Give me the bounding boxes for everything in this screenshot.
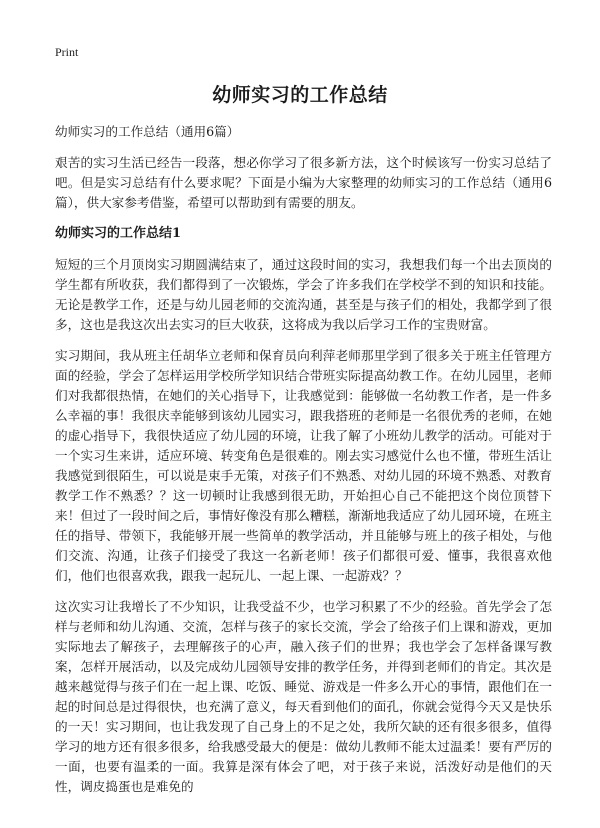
- body-paragraph-3: 这次实习让我增长了不少知识，让我受益不少，也学习积累了不少的经验。首先学会了怎样与老师和幼儿沟通、交流，怎样与孩子的家长交流，学会了给孩子们上课和游戏，更加实际地去了解孩子，去理解孩子的心声，融入孩子们的世界；我也学会了怎样备课写教案，怎样开展活动，以及完成幼儿园领导安排的教学任务，并得到老师们的肯定。其次是越来越觉得与孩子们在一起上课、吃饭、睡觉、游戏是一件多么开心的事情，跟他们在一起的时间总是过得很快，也充满了意义，每天看到他们的面孔，你就会觉得今天又是快乐的一天！实习期间，也让我发现了自己身上的不足之处，我所欠缺的还有很多很多，值得学习的地方还有很多很多，给我感受最大的便是：做幼儿教师不能太过温柔！要有严厉的一面，也要有温柔的一面。我算是深有体会了吧，对于孩子来说，活泼好动是他们的天性，调皮捣蛋也是难免的: [55, 599, 552, 794]
- intro-paragraph: 艰苦的实习生活已经告一段落，想必你学习了很多新方法，这个时候该写一份实习总结了吧。但是实习总结有什么要求呢？下面是小编为大家整理的幼师实习的工作总结（通用6篇），供大家参考借鉴，希望可以帮助到有需要的朋友。: [55, 155, 552, 210]
- page-title: 幼师实习的工作总结: [212, 84, 388, 106]
- section-heading: 幼师实习的工作总结1: [55, 226, 182, 241]
- document-subtitle: 幼师实习的工作总结（通用6篇）: [55, 124, 240, 139]
- document-body: [55, 122, 552, 808]
- print-link[interactable]: Print: [55, 45, 79, 59]
- body-paragraph-1: 短短的三个月顶岗实习期圆满结束了，通过这段时间的实习，我想我们每一个出去顶岗的学生都有所收获，我们都得到了一次锻炼，学会了许多我们在学校学不到的知识和技能。无论是教学工作，还是与幼儿园老师的交流沟通，甚至是与孩子们的相处，我都学到了很多，这也是我这次出去实习的巨大收获，这将成为我以后学习工作的宝贵财富。: [55, 257, 552, 332]
- body-paragraph-2: 实习期间，我从班主任胡华立老师和保育员向利萍老师那里学到了很多关于班主任管理方面的经验，学会了怎样运用学校所学知识结合带班实际提高幼教工作。在幼儿园里，老师们对我都很热情，在她们的关心指导下，让我感觉到：能够做一名幼教工作者，是一件多么幸福的事！我很庆幸能够到该幼儿园实习，跟我搭班的老师是一名很优秀的老师，在她的虚心指导下，我很快适应了幼儿园的环境，让我了解了小班幼儿教学的活动。可能对于一个实习生来讲，适应环境、转变角色是很难的。刚去实习感觉什么也不懂，带班生活让我感觉到很陌生，可以说是束手无策，对孩子们不熟悉、对幼儿园的环境不熟悉、对教育教学工作不熟悉？？这一切顿时让我感到很无助，开始担心自己不能把这个岗位顶替下来！但过了一段时间之后，事情好像没有那么糟糕，渐渐地我适应了幼儿园环境，在班主任的指导、带领下，我能够开展一些简单的教学活动，并且能够与班上的孩子相处，与他们交流、沟通，让孩子们接受了我这一名新老师！孩子们都很可爱、懂事，我很喜欢他们，他们也很喜欢我，跟我一起玩儿、一起上课、一起游戏？？: [55, 348, 552, 583]
